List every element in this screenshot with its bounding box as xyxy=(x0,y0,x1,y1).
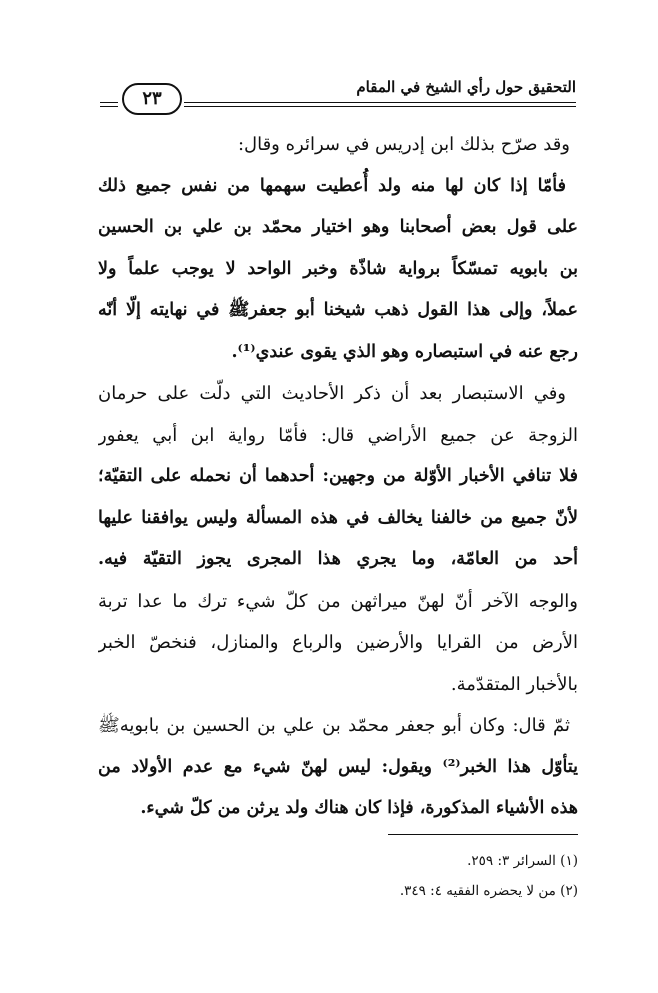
text-line: رجع عنه في استبصاره وهو الذي يقوى عندي⁽¹⁾. xyxy=(231,341,578,362)
text-line: أحد من العامّة، وما يجري هذا المجرى يجوز التقيّة فيه. xyxy=(98,549,578,569)
text-line: الزوجة عن جميع الأراضي قال: فأمّا رواية ابن أبي يعفور xyxy=(98,424,578,446)
text-line: وفي الاستبصار بعد أن ذكر الأحاديث التي دلّت على حرمان xyxy=(98,383,566,404)
running-title: التحقيق حول رأي الشيخ في المقام xyxy=(356,78,576,96)
footnote-separator xyxy=(388,834,578,835)
text-line: بن بابويه تمسّكاً برواية شاذّة وخبر الواحد لا يوجب علماً ولا xyxy=(98,258,578,279)
page-number-badge: ٢٣ xyxy=(122,83,182,115)
text-line: وقد صرّح بذلك ابن إدريس في سرائره وقال: xyxy=(237,134,570,155)
footnote-item: (١) السرائر ٣: ٢٥٩. xyxy=(467,853,578,869)
text-line: على قول بعض أصحابنا وهو اختيار محمّد بن علي بن الحسين xyxy=(98,217,578,237)
text-line: فلا تنافي الأخبار الأوّلة من وجهين: أحدهما أن نحمله على التقيّة؛ xyxy=(98,466,578,486)
text-line: عملاً، وإلى هذا القول ذهب شيخنا أبو جعفرﷺ في نهايته إلّا أنّه xyxy=(98,300,578,320)
footnotes xyxy=(98,846,578,906)
footnote-item: (٢) من لا يحضره الفقيه ٤: ٣٤٩. xyxy=(399,883,578,899)
text-line: الأرض من القرايا والأرضين والرباع والمنازل، فنخصّ الخبر xyxy=(98,632,578,653)
body-text xyxy=(98,124,578,830)
text-line: بالأخبار المتقدّمة. xyxy=(450,673,578,695)
text-line: يتأوّل هذا الخبر⁽²⁾ ويقول: ليس لهنّ شيء مع عدم الأولاد من xyxy=(98,756,578,777)
text-line: لأنّ جميع من خالفنا يخالف في هذه المسألة وليس يوافقنا عليها xyxy=(98,507,578,528)
text-line: ثمّ قال: وكان أبو جعفر محمّد بن علي بن الحسين بن بابويهﷺ xyxy=(98,715,570,736)
page-header xyxy=(100,78,576,112)
text-line: هذه الأشياء المذكورة، فإذا كان هناك ولد يرثن من كلّ شيء. xyxy=(140,798,578,818)
text-line: فأمّا إذا كان لها منه ولد أُعطيت سهمها من نفس جميع ذلك xyxy=(98,175,566,196)
text-line: والوجه الآخر أنّ لهنّ ميراثهن من كلّ شيء ترك ما عدا تربة xyxy=(98,590,578,612)
